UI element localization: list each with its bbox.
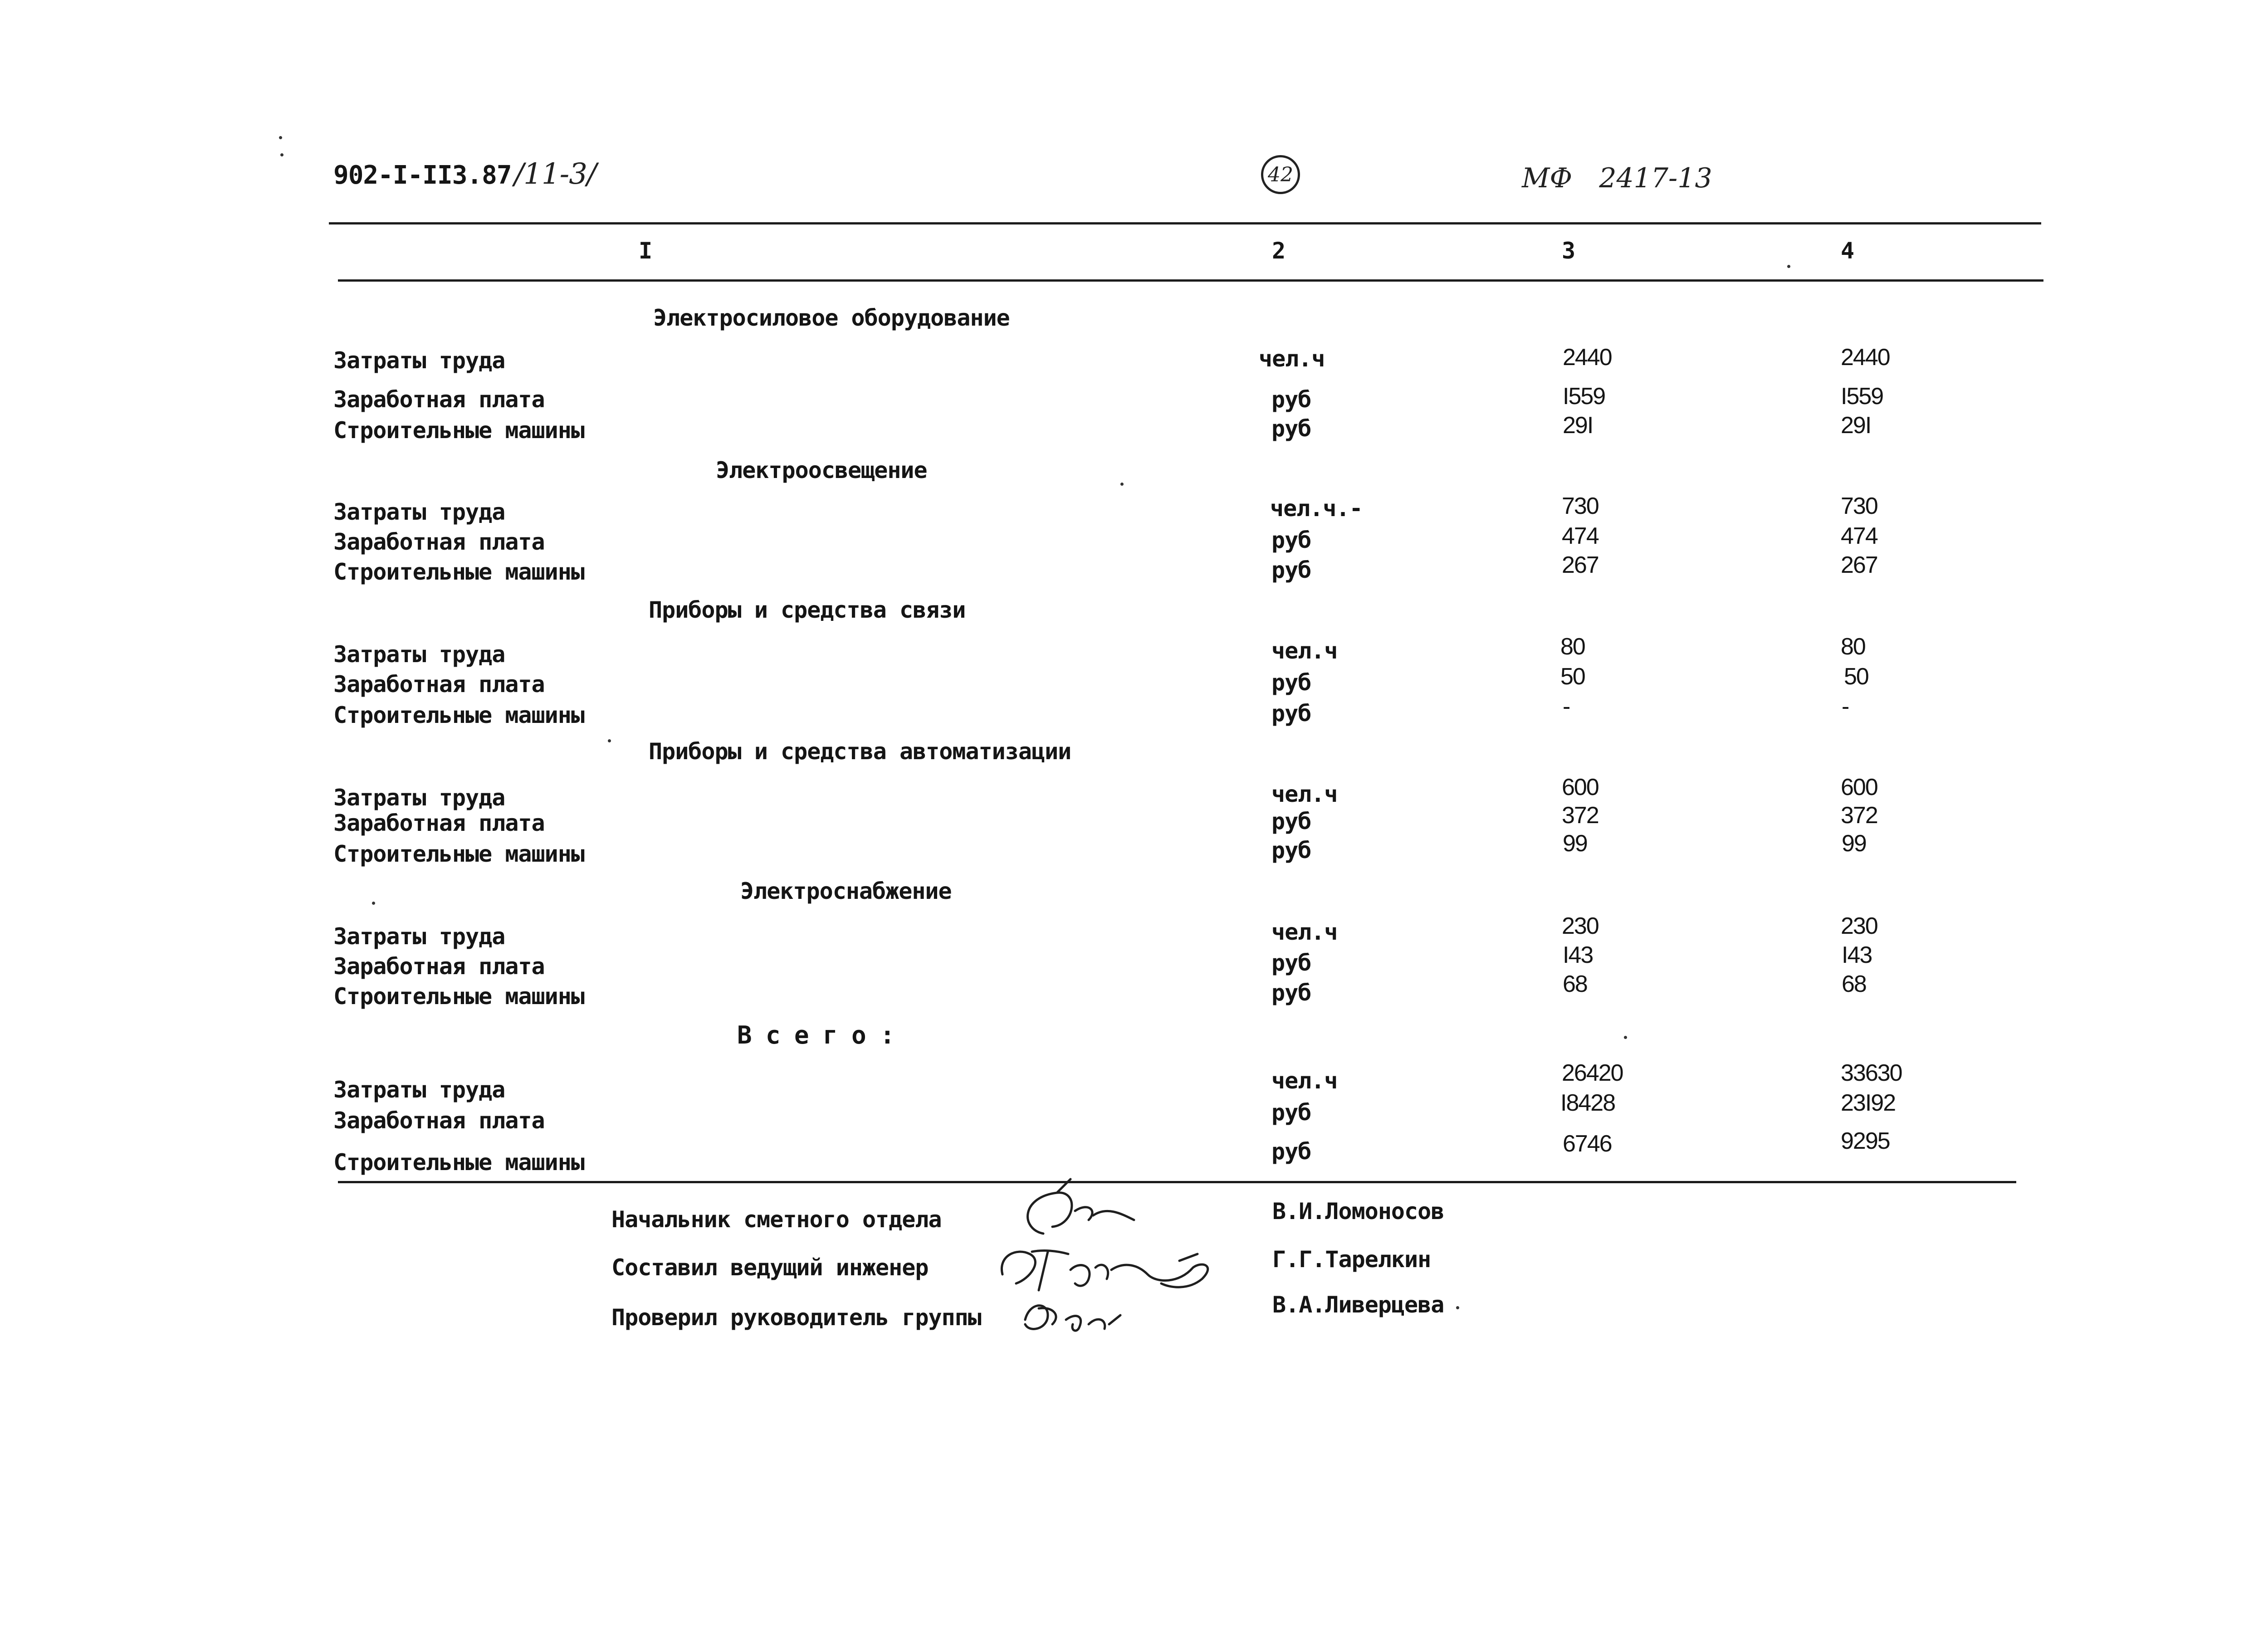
column-header-4: 4 xyxy=(1841,238,1854,264)
scan-speck xyxy=(280,153,284,156)
row-value-col4: 2440 xyxy=(1841,344,1890,371)
document-code xyxy=(333,157,596,191)
row-value-col3: 267 xyxy=(1562,552,1598,578)
row-value-col3: 26420 xyxy=(1562,1060,1623,1086)
row-value-col4: 29I xyxy=(1841,412,1871,439)
signature-stroke-3 xyxy=(1025,1306,1120,1331)
row-value-col4: 474 xyxy=(1841,523,1877,549)
row-value-col3: I43 xyxy=(1563,942,1593,968)
row-value-col4: 230 xyxy=(1841,913,1877,939)
scan-speck xyxy=(1120,483,1124,486)
scan-speck xyxy=(608,739,611,742)
row-value-col3: 600 xyxy=(1562,774,1598,800)
row-label: Затраты труда xyxy=(333,499,505,525)
row-unit: руб xyxy=(1271,386,1311,413)
row-unit: руб xyxy=(1271,669,1311,696)
row-label: Строительные машины xyxy=(333,702,584,728)
row-unit: чел.ч xyxy=(1271,638,1338,664)
row-value-col3: 68 xyxy=(1563,971,1587,997)
row-unit: руб xyxy=(1271,700,1311,727)
row-label: Затраты труда xyxy=(333,347,505,374)
row-value-col4: 33630 xyxy=(1841,1060,1902,1086)
row-label: Заработная плата xyxy=(333,810,545,836)
row-value-col3: 6746 xyxy=(1563,1131,1612,1157)
row-value-col4: 23I92 xyxy=(1841,1090,1896,1116)
row-value-col4: I43 xyxy=(1842,942,1872,968)
row-value-col3: 99 xyxy=(1563,830,1587,857)
row-value-col3: I8428 xyxy=(1560,1090,1615,1116)
section-title: Электроосвещение xyxy=(716,457,927,483)
row-value-col4: 99 xyxy=(1842,830,1866,857)
row-value-col4: - xyxy=(1842,693,1849,720)
page-number-stamp xyxy=(1261,155,1300,194)
row-unit: руб xyxy=(1271,1138,1311,1165)
table-header-rule xyxy=(338,279,2043,282)
row-value-col3: 372 xyxy=(1562,802,1598,829)
row-unit: руб xyxy=(1271,1099,1311,1126)
document-code-handwritten: /11-3/ xyxy=(514,157,596,191)
row-label: Заработная плата xyxy=(333,1107,545,1134)
row-label: Заработная плата xyxy=(333,529,545,555)
row-unit: руб xyxy=(1271,557,1311,583)
signature-role: Составил ведущий инженер xyxy=(611,1254,929,1281)
row-unit: чел.ч xyxy=(1271,781,1338,807)
row-value-col4: 68 xyxy=(1842,971,1866,997)
row-value-col4: 267 xyxy=(1841,552,1877,578)
row-unit: руб xyxy=(1271,415,1311,442)
row-label: Заработная плата xyxy=(333,953,545,980)
column-header-2: 2 xyxy=(1272,238,1286,264)
row-value-col4: 600 xyxy=(1841,774,1877,800)
signature-stroke-2 xyxy=(1002,1251,1207,1290)
row-value-col4: 730 xyxy=(1841,493,1877,519)
row-value-col4: 80 xyxy=(1841,634,1865,660)
scan-speck xyxy=(1456,1306,1459,1309)
row-unit: чел.ч xyxy=(1271,919,1338,945)
row-label: Строительные машины xyxy=(333,1149,584,1176)
row-value-col4: 9295 xyxy=(1841,1128,1890,1154)
row-label: Заработная плата xyxy=(333,671,545,698)
row-value-col3: 230 xyxy=(1562,913,1598,939)
signature-role: Проверил руководитель группы xyxy=(611,1304,981,1331)
section-title: Приборы и средства автоматизации xyxy=(649,738,1071,765)
row-value-col4: 50 xyxy=(1844,663,1868,690)
scan-speck xyxy=(372,902,375,905)
scan-speck xyxy=(1787,265,1790,268)
signature-name: Г.Г.Тарелкин xyxy=(1272,1246,1431,1273)
document-code-printed: 902-I-II3.87 xyxy=(333,161,512,190)
section-title: Приборы и средства связи xyxy=(649,597,966,623)
scan-speck xyxy=(1624,1036,1627,1039)
handwritten-signatures xyxy=(989,1170,1279,1342)
row-value-col4: I559 xyxy=(1841,383,1883,410)
inventory-label: МФ xyxy=(1522,162,1573,194)
table-top-rule xyxy=(329,222,2041,224)
row-label: Затраты труда xyxy=(333,785,505,811)
row-label: Затраты труда xyxy=(333,923,505,950)
row-label: Строительные машины xyxy=(333,559,584,585)
row-label: Строительные машины xyxy=(333,417,584,444)
inventory-number: 2417-13 xyxy=(1599,162,1712,194)
column-header-1: I xyxy=(639,238,652,264)
row-unit: чел.ч xyxy=(1271,1068,1338,1094)
row-label: Заработная плата xyxy=(333,386,545,413)
row-value-col3: 29I xyxy=(1563,412,1593,439)
scan-speck xyxy=(279,136,282,139)
signature-name: В.И.Ломоносов xyxy=(1272,1198,1444,1224)
row-value-col3: 730 xyxy=(1562,493,1598,519)
row-value-col3: 474 xyxy=(1562,523,1598,549)
section-title: Электросиловое оборудование xyxy=(653,305,1010,331)
row-value-col4: 372 xyxy=(1841,802,1877,829)
row-value-col3: 2440 xyxy=(1563,344,1612,371)
row-value-col3: I559 xyxy=(1563,383,1605,410)
signature-role: Начальник сметного отдела xyxy=(611,1206,942,1233)
row-value-col3: 50 xyxy=(1560,663,1585,690)
signature-name: В.А.Ливерцева xyxy=(1272,1292,1444,1318)
row-unit: руб xyxy=(1271,950,1311,976)
row-unit: руб xyxy=(1271,808,1311,834)
row-value-col3: 80 xyxy=(1560,634,1585,660)
page-number: 42 xyxy=(1268,163,1293,186)
row-unit: чел.ч xyxy=(1259,346,1325,372)
row-value-col3: - xyxy=(1563,693,1570,720)
column-header-3: 3 xyxy=(1562,238,1575,264)
signature-stroke-1 xyxy=(1028,1179,1134,1234)
row-unit: руб xyxy=(1271,837,1311,863)
row-unit: руб xyxy=(1271,980,1311,1006)
row-label: Строительные машины xyxy=(333,841,584,867)
row-unit: чел.ч.- xyxy=(1270,495,1363,522)
inventory-stamp xyxy=(1522,162,1712,194)
row-unit: руб xyxy=(1271,527,1311,553)
totals-title: В с е г о : xyxy=(737,1021,894,1049)
row-label: Затраты труда xyxy=(333,641,505,668)
row-label: Строительные машины xyxy=(333,983,584,1010)
section-title: Электроснабжение xyxy=(740,878,952,904)
row-label: Затраты труда xyxy=(333,1077,505,1103)
